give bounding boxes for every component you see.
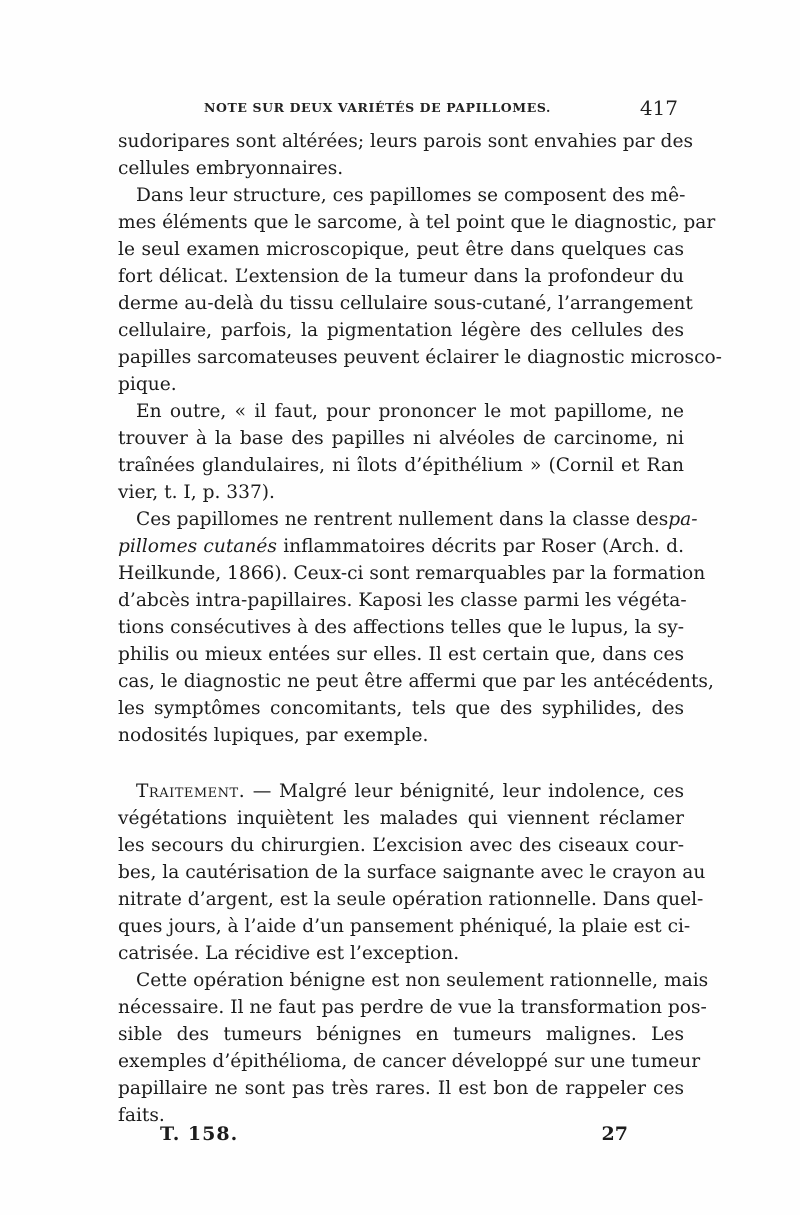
- text-line: trouver à la base des papilles ni alvéoles de carcinome, ni: [118, 428, 684, 449]
- text-line: bes, la cautérisation de la surface saignante avec le crayon au: [118, 862, 706, 883]
- text-line: papilles sarcomateuses peuvent éclairer le diagnostic microsco-: [118, 347, 722, 368]
- page-header: [118, 96, 680, 126]
- text-line: nécessaire. Il ne faut pas perdre de vue la transformation pos-: [118, 997, 707, 1018]
- text-line: catrisée. La récidive est l’exception.: [118, 943, 460, 964]
- text-line: [118, 533, 684, 560]
- text-line: [118, 506, 698, 533]
- text-line: vier, t. I, p. 337).: [118, 482, 275, 503]
- paragraph-3: [118, 398, 684, 506]
- text-line: Cette opération bénigne est non seulement rationnelle, mais: [136, 970, 709, 991]
- text-line: nodosités lupiques, par exemple.: [118, 725, 429, 746]
- text-line: exemples d’épithélioma, de cancer développé sur une tumeur: [118, 1051, 701, 1072]
- text-line: Dans leur structure, ces papillomes se composent des mê-: [136, 185, 686, 206]
- page-number: 417: [639, 96, 678, 120]
- text-run: inflammatoires décrits par Roser (Arch. d.: [276, 536, 684, 557]
- text-line: traînées glandulaires, ni îlots d’épithélium » (Cornil et Ran: [118, 455, 684, 476]
- text-line: pique.: [118, 374, 177, 395]
- page-footer: [160, 1123, 628, 1151]
- text-line: faits.: [118, 1105, 165, 1126]
- paragraph-1: [118, 128, 694, 182]
- running-title: NOTE SUR DEUX VARIÉTÉS DE PAPILLOMES.: [204, 100, 551, 115]
- text-line: papillaire ne sont pas très rares. Il est bon de rappeler ces: [118, 1078, 684, 1099]
- section-spacer: [118, 749, 684, 778]
- text-line: le seul examen microscopique, peut être dans quelques cas: [118, 239, 684, 260]
- text-line: cas, le diagnostic ne peut être affermi que par les antécédents,: [118, 671, 714, 692]
- text-line: d’abcès intra-papillaires. Kaposi les classe parmi les végéta-: [118, 590, 687, 611]
- text-line: nitrate d’argent, est la seule opération rationnelle. Dans quel-: [118, 889, 704, 910]
- text-line: sible des tumeurs bénignes en tumeurs malignes. Les: [118, 1024, 684, 1045]
- signature-mark: T. 158.: [160, 1123, 239, 1145]
- paragraph-4: [118, 506, 714, 749]
- italic-term: pillomes cutanés: [118, 536, 277, 557]
- paragraph-6: [118, 967, 709, 1129]
- text-line: végétations inquiètent les malades qui viennent réclamer: [118, 808, 684, 829]
- text-line: mes éléments que le sarcome, à tel point que le diagnostic, par: [118, 212, 716, 233]
- text-line: [118, 778, 684, 805]
- italic-term: pa-: [668, 509, 698, 530]
- paragraph-5: [118, 778, 706, 967]
- text-line: les secours du chirurgien. L’excision avec des ciseaux cour-: [118, 835, 684, 856]
- text-line: fort délicat. L’extension de la tumeur dans la profondeur du: [118, 266, 684, 287]
- paragraph-2: [118, 182, 722, 398]
- text-line: cellules embryonnaires.: [118, 158, 344, 179]
- body-text: [118, 128, 722, 1129]
- section-heading: Traitement.: [136, 781, 246, 802]
- text-line: cellulaire, parfois, la pigmentation légère des cellules des: [118, 320, 684, 341]
- text-run: — Malgré leur bénignité, leur indolence, ces: [245, 781, 684, 802]
- text-run: Ces papillomes ne rentrent nullement dans la classe des: [136, 509, 669, 530]
- text-line: Heilkunde, 1866). Ceux-ci sont remarquables par la formation: [118, 563, 706, 584]
- text-line: ques jours, à l’aide d’un pansement phéniqué, la plaie est ci-: [118, 916, 691, 937]
- text-line: derme au-delà du tissu cellulaire sous-cutané, l’arrangement: [118, 293, 693, 314]
- text-line: En outre, « il faut, pour prononcer le mot papillome, ne: [136, 401, 684, 422]
- text-line: philis ou mieux entées sur elles. Il est certain que, dans ces: [118, 644, 684, 665]
- text-line: les symptômes concomitants, tels que des syphilides, des: [118, 698, 684, 719]
- sheet-number: 27: [601, 1123, 628, 1145]
- text-line: tions consécutives à des affections telles que le lupus, la sy-: [118, 617, 684, 638]
- text-line: sudoripares sont altérées; leurs parois sont envahies par des: [118, 131, 694, 152]
